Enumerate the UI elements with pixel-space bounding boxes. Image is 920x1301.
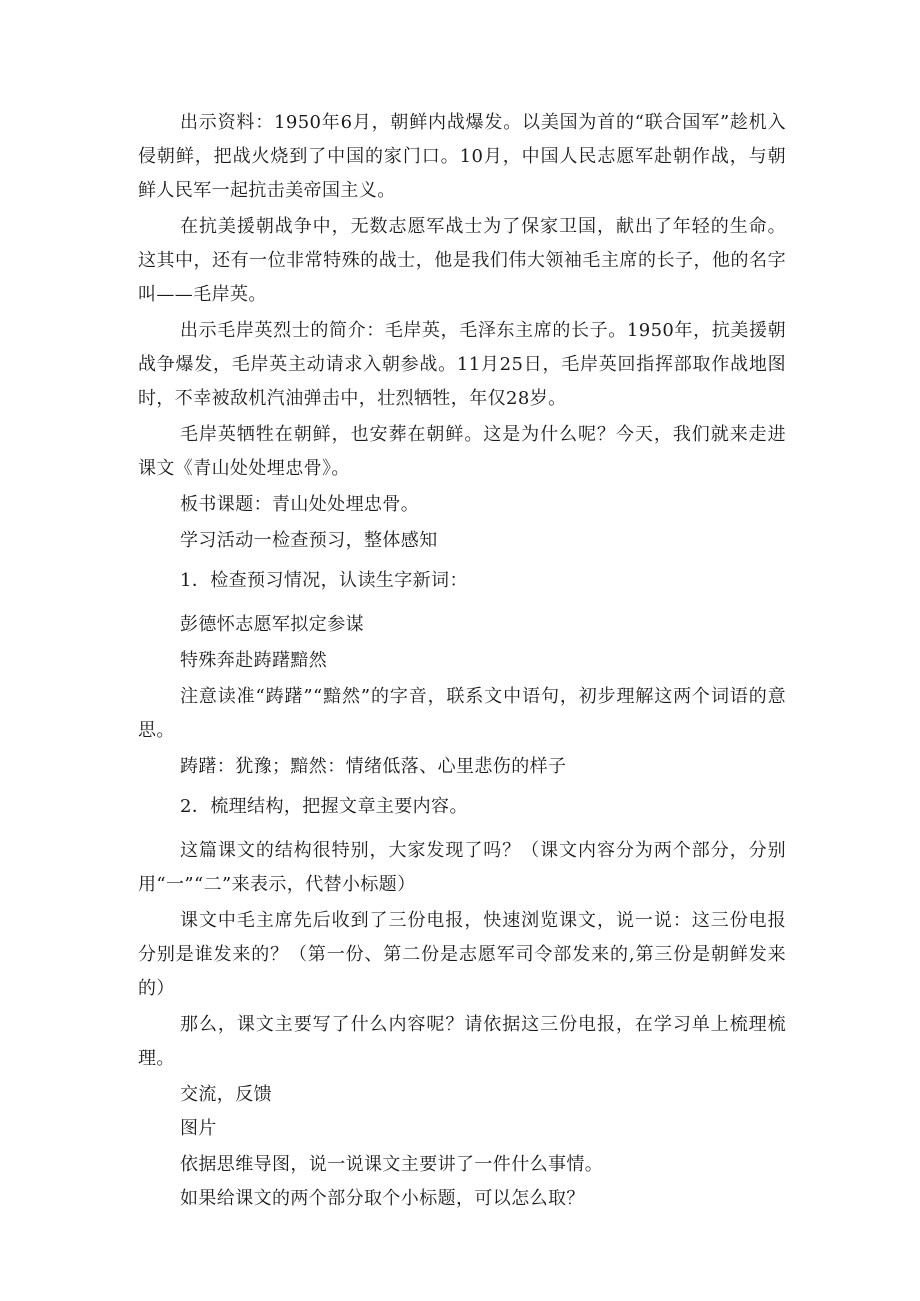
paragraph-feedback: 交流，反馈 [180, 1084, 272, 1105]
paragraph-vocab-line-2: 特殊奔赴踌躇黯然 [180, 650, 328, 671]
paragraph-step-2: 2．梳理结构，把握文章主要内容。 [180, 796, 468, 817]
paragraph-telegram-question: 课文中毛主席先后收到了三份电报，快速浏览课文，说一说：这三份电报分别是谁发来的？（第一份、第二份是志愿军司令部发来的,第三份是朝鲜发来的） [138, 910, 786, 999]
paragraph-step-1: 1．检查预习情况，认读生字新词： [180, 570, 468, 591]
paragraph-war-sacrifice: 在抗美援朝战争中，无数志愿军战士为了保家卫国，献出了年轻的生命。这其中，还有一位非常特殊的战士，他是我们伟大领袖毛主席的长子，他的名字叫——毛岸英。 [138, 216, 786, 305]
paragraph-board-title: 板书课题：青山处处埋忠骨。 [180, 494, 420, 515]
paragraph-image-placeholder: 图片 [180, 1118, 217, 1139]
paragraph-mindmap-question: 依据思维导图，说一说课文主要讲了一件什么事情。 [180, 1154, 604, 1175]
paragraph-main-content-question: 那么，课文主要写了什么内容呢？请依据这三份电报，在学习单上梳理梳理。 [138, 1014, 786, 1069]
paragraph-structure-question: 这篇课文的结构很特别，大家发现了吗？（课文内容分为两个部分，分别用“一”“二”来表示，代替小标题） [138, 840, 786, 895]
paragraph-subtitle-question: 如果给课文的两个部分取个小标题，可以怎么取？ [180, 1188, 585, 1209]
paragraph-background-info: 出示资料：1950年6月，朝鲜内战爆发。以美国为首的“联合国军”趁机入侵朝鲜，把战火烧到了中国的家门口。10月，中国人民志愿军赴朝作战，与朝鲜人民军一起抗击美帝国主义。 [138, 112, 786, 201]
paragraph-vocab-line-1: 彭德怀志愿军拟定参谋 [180, 614, 364, 635]
paragraph-lesson-intro: 毛岸英牺牲在朝鲜，也安葬在朝鲜。这是为什么呢？今天，我们就来走进课文《青山处处埋忠骨》。 [138, 424, 786, 479]
document-body [138, 106, 786, 1216]
paragraph-activity-heading: 学习活动一检查预习，整体感知 [180, 530, 438, 551]
paragraph-pronunciation-note: 注意读准“踌躇”“黯然”的字音，联系文中语句，初步理解这两个词语的意思。 [138, 686, 786, 741]
paragraph-word-meanings: 踌躇：犹豫；黯然：情绪低落、心里悲伤的样子 [180, 756, 567, 777]
paragraph-maoanying-bio: 出示毛岸英烈士的简介：毛岸英，毛泽东主席的长子。1950年，抗美援朝战争爆发，毛岸英主动请求入朝参战。11月25日，毛岸英回指挥部取作战地图时，不幸被敌机汽油弹击中，壮烈牺牲，年仅28岁。 [138, 320, 786, 409]
